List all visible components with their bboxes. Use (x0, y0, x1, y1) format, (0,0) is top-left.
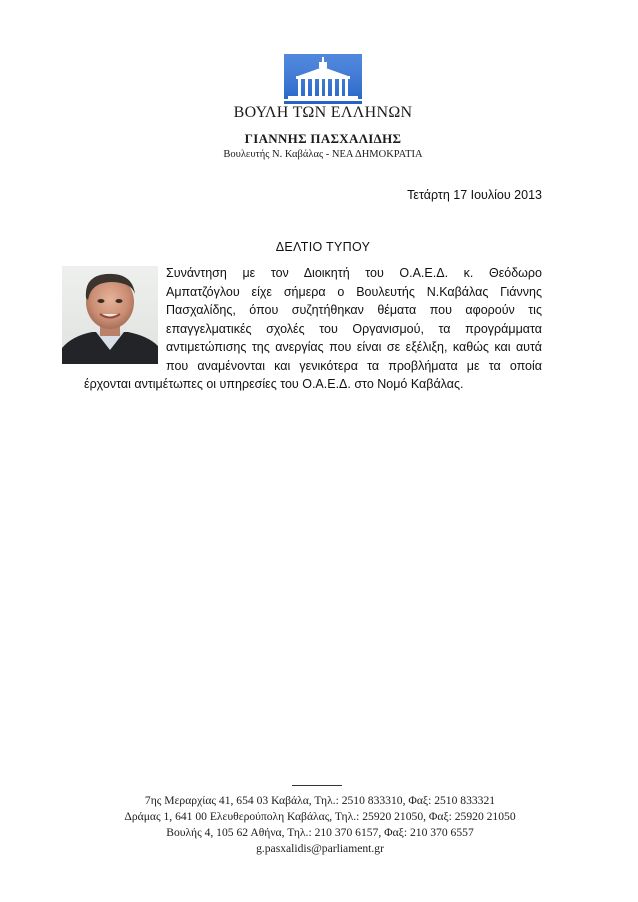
mp-role: Βουλευτής Ν. Καβάλας - ΝΕΑ ΔΗΜΟΚΡΑΤΙΑ (223, 149, 423, 160)
footer-email: g.pasxalidis@parliament.gr (256, 842, 384, 855)
footer-divider (292, 785, 342, 786)
document-date: Τετάρτη 17 Ιουλίου 2013 (407, 188, 542, 202)
footer-address-kavala: 7ης Μεραρχίας 41, 654 03 Καβάλα, Τηλ.: 2510 833310, Φαξ: 2510 833321 (144, 794, 496, 807)
body-line: Πασχαλίδης, όπου συζητήθηκαν θέματα που αφορούν τις (166, 303, 542, 317)
parliament-name: ΒΟΥΛΗ ΤΩΝ ΕΛΛΗΝΩΝ (233, 104, 413, 121)
mp-name: ΓΙΑΝΝΗΣ ΠΑΣΧΑΛΙΔΗΣ (244, 131, 402, 146)
press-release-body (84, 264, 542, 394)
body-line: έρχονται αντιμέτωπες οι υπηρεσίες του Ο.Α.Ε.Δ. στο Νομό Καβάλας. (84, 377, 464, 391)
footer-contact (90, 793, 550, 857)
body-line: που αναμένονται και γενικότερα τα προβλήματα με τα οποία (166, 358, 542, 373)
body-line: αντιμετώπισης της ανεργίας που είναι σε εξέλιξη, καθώς και αυτά (166, 340, 542, 354)
footer-address-eleftheroupoli: Δράμας 1, 641 00 Ελευθερούπολη Καβάλας, Τηλ.: 25920 21050, Φαξ: 25920 21050 (124, 810, 516, 823)
body-line: Συνάντηση με τον Διοικητή του Ο.Α.Ε.Δ. κ. Θεόδωρο (166, 266, 542, 280)
body-line: Αμπατζόγλου είχε σήμερα ο Βουλευτής Ν.Καβάλας Γιάννης (166, 284, 542, 299)
parliament-building-emblem-icon (284, 54, 362, 104)
press-release-title: ΔΕΛΤΙΟ ΤΥΠΟΥ (275, 240, 371, 254)
body-line: επαγγελματικές σχολές του Οργανισμού, τα προγράμματα (166, 321, 542, 336)
footer-address-athens: Βουλής 4, 105 62 Αθήνα, Τηλ.: 210 370 6157, Φαξ: 210 370 6557 (166, 826, 474, 839)
